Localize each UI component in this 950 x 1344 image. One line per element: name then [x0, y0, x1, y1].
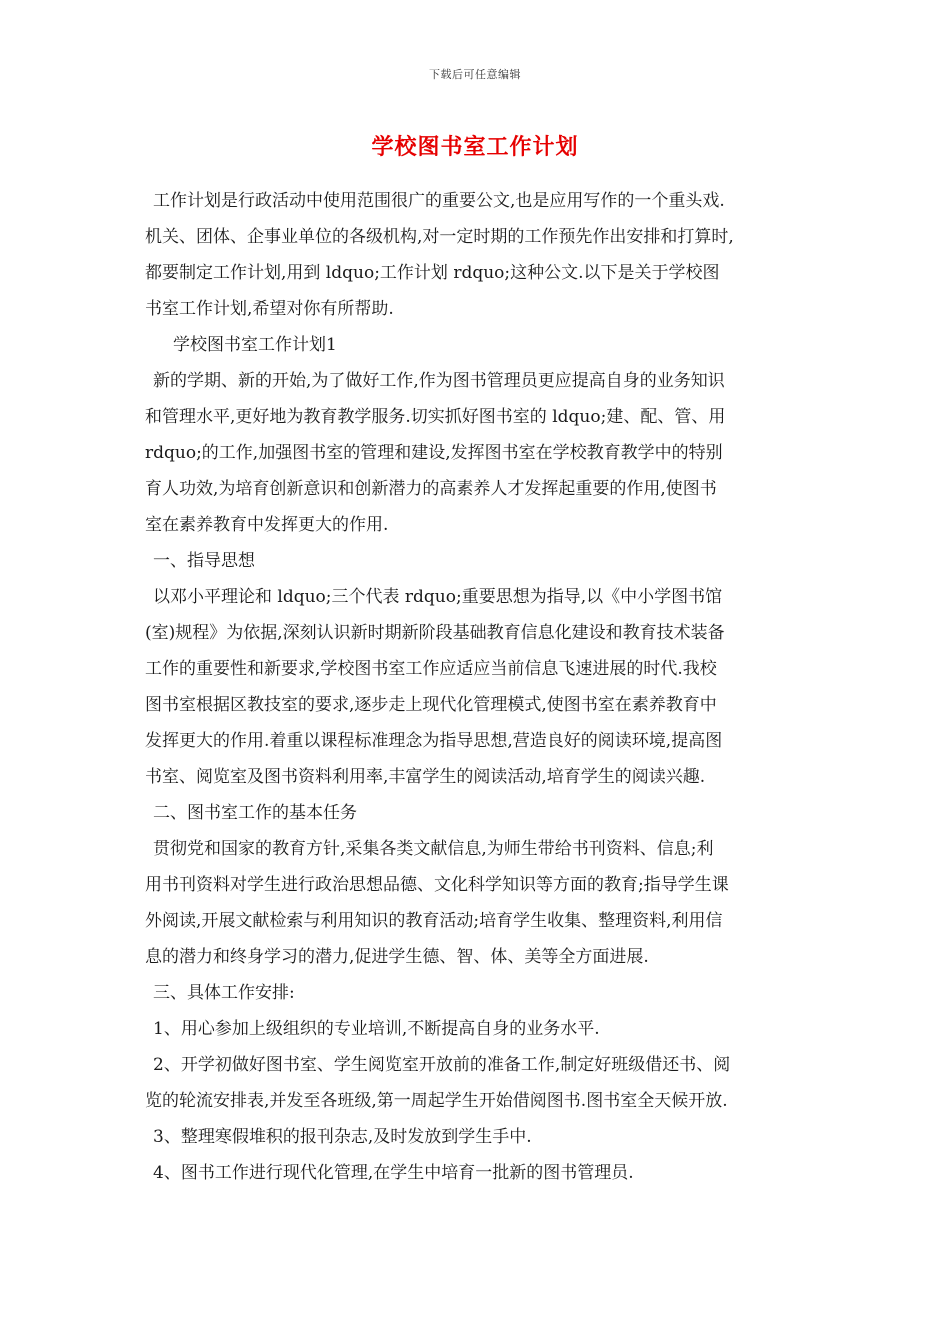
body-line: 新的学期、新的开始,为了做好工作,作为图书管理员更应提高自身的业务知识: [153, 371, 725, 391]
body-line: 览的轮流安排表,并发至各班级,第一周起学生开始借阅图书.图书室全天候开放.: [145, 1091, 728, 1111]
body-line: 室在素养教育中发挥更大的作用.: [145, 515, 389, 535]
document-title: 学校图书室工作计划: [371, 134, 579, 160]
body-line: 和管理水平,更好地为教育教学服务.切实抓好图书室的 ldquo;建、配、管、用: [145, 407, 726, 427]
list-item: 2、开学初做好图书室、学生阅览室开放前的准备工作,制定好班级借还书、阅: [153, 1055, 731, 1075]
body-line: 机关、团体、企事业单位的各级机构,对一定时期的工作预先作出安排和打算时,: [145, 227, 734, 247]
list-item: 4、图书工作进行现代化管理,在学生中培育一批新的图书管理员.: [153, 1163, 634, 1183]
list-item: 1、用心参加上级组织的专业培训,不断提高自身的业务水平.: [153, 1019, 600, 1039]
body-line: 贯彻党和国家的教育方针,采集各类文献信息,为师生带给书刊资料、信息;利: [153, 839, 714, 859]
body-line: (室)规程》为依据,深刻认识新时期新阶段基础教育信息化建设和教育技术装备: [145, 623, 725, 643]
list-item: 3、整理寒假堆积的报刊杂志,及时发放到学生手中.: [153, 1127, 532, 1147]
body-line: 书室工作计划,希望对你有所帮助.: [145, 299, 394, 319]
body-line: 外阅读,开展文献检索与利用知识的教育活动;培育学生收集、整理资料,利用信: [145, 911, 723, 931]
body-line: rdquo;的工作,加强图书室的管理和建设,发挥图书室在学校教育教学中的特别: [145, 443, 723, 463]
section-heading: 一、指导思想: [153, 551, 255, 571]
body-line: 以邓小平理论和 ldquo;三个代表 rdquo;重要思想为指导,以《中小学图书馆: [153, 587, 723, 607]
section-heading: 学校图书室工作计划1: [173, 335, 337, 355]
section-heading: 三、具体工作安排:: [153, 983, 295, 1003]
document-body: [145, 183, 810, 1191]
header-note: 下载后可任意编辑: [429, 68, 521, 81]
section-heading: 二、图书室工作的基本任务: [153, 803, 357, 823]
body-line: 工作计划是行政活动中使用范围很广的重要公文,也是应用写作的一个重头戏.: [153, 191, 725, 211]
body-line: 书室、阅览室及图书资料利用率,丰富学生的阅读活动,培育学生的阅读兴趣.: [145, 767, 706, 787]
body-line: 用书刊资料对学生进行政治思想品德、文化科学知识等方面的教育;指导学生课: [145, 875, 729, 895]
body-line: 育人功效,为培育创新意识和创新潜力的高素养人才发挥起重要的作用,使图书: [145, 479, 717, 499]
body-line: 息的潜力和终身学习的潜力,促进学生德、智、体、美等全方面进展.: [145, 947, 649, 967]
body-line: 图书室根据区教技室的要求,逐步走上现代化管理模式,使图书室在素养教育中: [145, 695, 717, 715]
body-line: 工作的重要性和新要求,学校图书室工作应适应当前信息飞速进展的时代.我校: [145, 659, 717, 679]
body-line: 都要制定工作计划,用到 ldquo;工作计划 rdquo;这种公文.以下是关于学校图: [145, 263, 720, 283]
body-line: 发挥更大的作用.着重以课程标准理念为指导思想,营造良好的阅读环境,提高图: [145, 731, 723, 751]
